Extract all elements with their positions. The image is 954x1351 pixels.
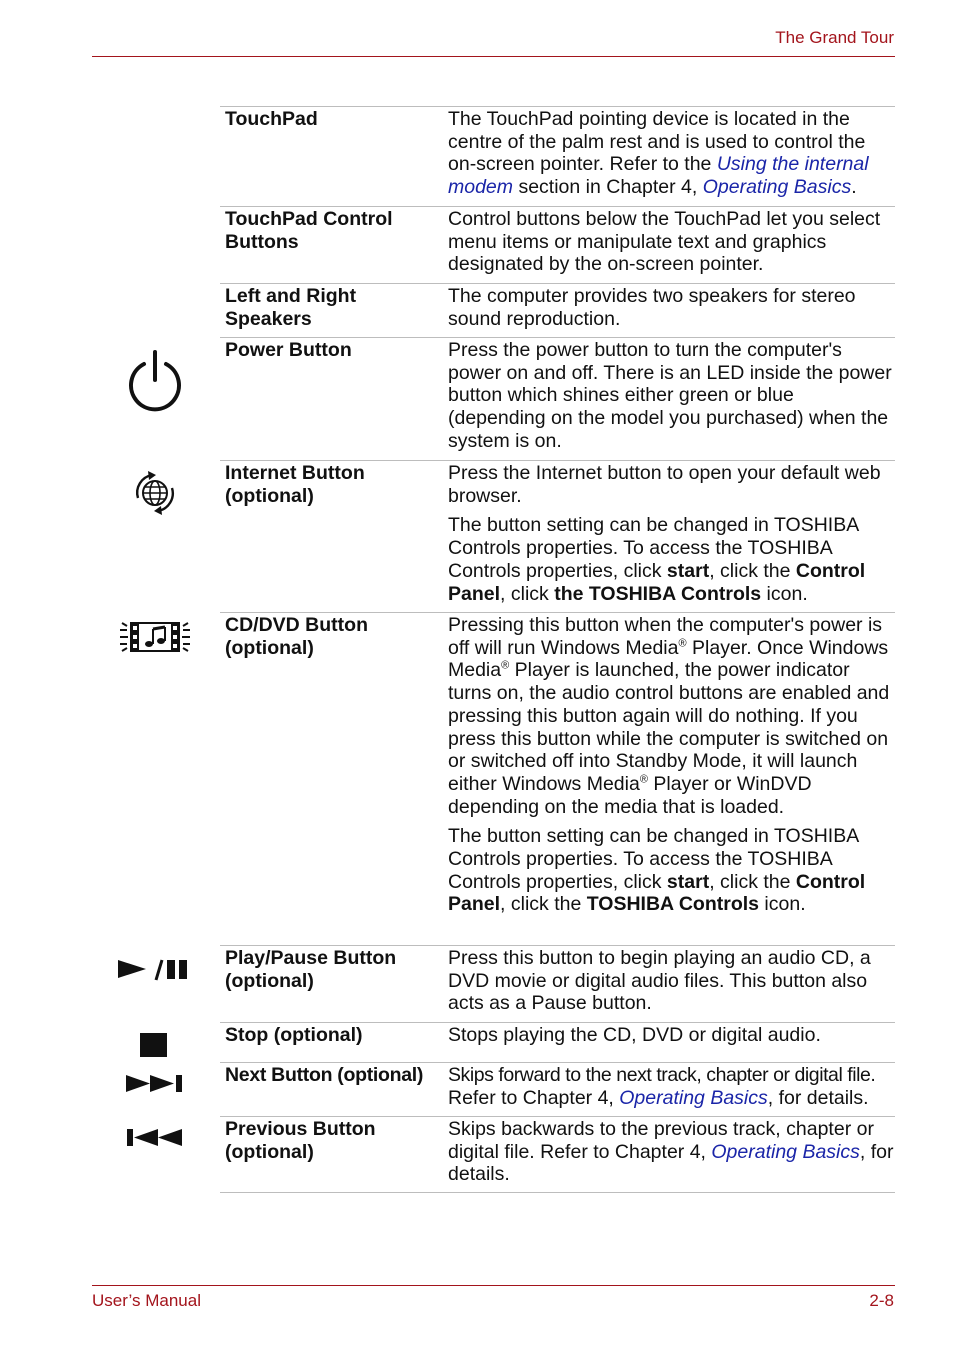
- term-stop-button: Stop (optional): [225, 1024, 363, 1046]
- desc-text: The computer provides two speakers for stereo sound reproduction.: [448, 285, 856, 330]
- term-speakers: Left and Right Speakers: [225, 285, 357, 330]
- term-previous-button: Previous Button (optional): [225, 1118, 376, 1163]
- desc-previous-button: [448, 1117, 895, 1192]
- desc-text: icon.: [759, 893, 806, 916]
- table-row: [220, 337, 895, 460]
- desc-text: The button setting can be changed in TOSHIBA Controls properties. To access the TOSHIBA Controls properties, click: [448, 825, 859, 893]
- table-row: [220, 945, 895, 1022]
- emph-start: start: [666, 870, 710, 893]
- link-using-internal-modem[interactable]: Using the internal modem: [448, 153, 869, 199]
- desc-text: Skips forward to the next track, chapter or digital file.: [448, 1064, 876, 1086]
- emph-toshiba-controls: TOSHIBA Controls: [586, 893, 759, 916]
- link-operating-basics[interactable]: Operating Basics: [711, 1140, 860, 1163]
- desc-text: Player is launched, the power indicator turns on, the audio control buttons are enabled and pressing this button again will do nothing. If you press this button while the computer is switched on or switched off into Standby Mode, it will launch either Windows Media: [448, 659, 890, 795]
- desc-text: , click: [500, 582, 555, 605]
- footer-divider: [92, 1285, 895, 1286]
- emph-toshiba-controls: the TOSHIBA Controls: [554, 582, 762, 605]
- emph-control-panel: Control Panel: [448, 559, 866, 605]
- desc-text: icon.: [761, 582, 808, 605]
- desc-text: Refer to Chapter 4,: [448, 1086, 620, 1109]
- term-next-button: Next Button (optional): [225, 1064, 424, 1086]
- page-number: 2-8: [869, 1291, 894, 1310]
- desc-next-button: [448, 1063, 895, 1116]
- desc-power-button: [448, 338, 895, 460]
- desc-text: Stops playing the CD, DVD or digital audio.: [448, 1024, 821, 1046]
- term-play-pause-button: Play/Pause Button (optional): [225, 947, 397, 992]
- desc-touchpad: [448, 107, 895, 206]
- desc-internet-button: [448, 461, 895, 612]
- table-row: [220, 612, 895, 945]
- desc-text: , for details.: [767, 1086, 869, 1109]
- power-icon: [126, 350, 184, 412]
- desc-text: .: [851, 176, 857, 199]
- footer-manual-title: User’s Manual: [92, 1291, 201, 1310]
- table-row: [220, 1022, 895, 1062]
- desc-text: Press the power button to turn the computer's power on and off. There is an LED inside the power button which shines either green or blue (depending on the model you purchased) when the system is on.: [448, 339, 892, 452]
- cd-dvd-music-icon: [118, 618, 192, 656]
- header-divider: [92, 56, 895, 57]
- table-row: [220, 1062, 895, 1116]
- link-operating-basics[interactable]: Operating Basics: [619, 1086, 768, 1109]
- running-header: The Grand Tour: [775, 28, 894, 47]
- table-row: [220, 206, 895, 283]
- desc-text: , for details.: [448, 1140, 894, 1186]
- term-touchpad-buttons: TouchPad Control Buttons: [225, 208, 393, 253]
- internet-globe-icon: [128, 468, 182, 518]
- desc-cddvd-button: [448, 613, 895, 945]
- emph-start: start: [666, 559, 710, 582]
- desc-text: Press this button to begin playing an audio CD, a DVD movie or digital audio files. This button also acts as a Pause button.: [448, 947, 871, 1015]
- desc-speakers: [448, 284, 895, 337]
- registered-mark: ®: [501, 659, 510, 672]
- feature-table: [220, 106, 895, 1193]
- desc-play-pause-button: [448, 946, 895, 1022]
- previous-track-icon: [126, 1128, 184, 1147]
- stop-icon: [140, 1033, 167, 1057]
- play-pause-icon: [118, 958, 192, 982]
- desc-text: Player or WinDVD depending on the media that is loaded.: [448, 772, 812, 818]
- table-row: [220, 106, 895, 206]
- registered-mark: ®: [678, 637, 687, 650]
- desc-text: Player. Once Windows Media: [448, 636, 889, 682]
- term-internet-button: Internet Button (optional): [225, 462, 365, 507]
- desc-text: Skips backwards to the previous track, chapter or digital file. Refer to Chapter 4,: [448, 1118, 874, 1163]
- desc-touchpad-buttons: [448, 207, 895, 283]
- registered-mark: ®: [639, 773, 648, 786]
- desc-text: , click the: [709, 559, 796, 582]
- desc-text: , click the: [709, 870, 796, 893]
- desc-text: The button setting can be changed in TOSHIBA Controls properties. To access the TOSHIBA Controls properties, click: [448, 514, 859, 582]
- table-row: [220, 1116, 895, 1193]
- desc-text: section in Chapter 4,: [513, 176, 703, 199]
- term-cddvd-button: CD/DVD Button (optional): [225, 614, 368, 659]
- desc-text: Pressing this button when the computer's power is off will run Windows Media: [448, 614, 883, 659]
- desc-text: The TouchPad pointing device is located in the centre of the palm rest and is used to control the on-screen pointer. Refer to the: [448, 108, 866, 176]
- desc-stop-button: [448, 1023, 895, 1062]
- term-touchpad: TouchPad: [225, 108, 318, 130]
- desc-text: Press the Internet button to open your default web browser.: [448, 462, 881, 507]
- desc-text: , click the: [500, 893, 587, 916]
- next-track-icon: [126, 1074, 184, 1093]
- emph-control-panel: Control Panel: [448, 870, 866, 916]
- table-row: [220, 460, 895, 612]
- table-row: [220, 283, 895, 337]
- term-power-button: Power Button: [225, 339, 352, 361]
- desc-text: Control buttons below the TouchPad let you select menu items or manipulate text and graphics designated by the on-screen pointer.: [448, 208, 881, 276]
- link-operating-basics[interactable]: Operating Basics: [702, 176, 852, 199]
